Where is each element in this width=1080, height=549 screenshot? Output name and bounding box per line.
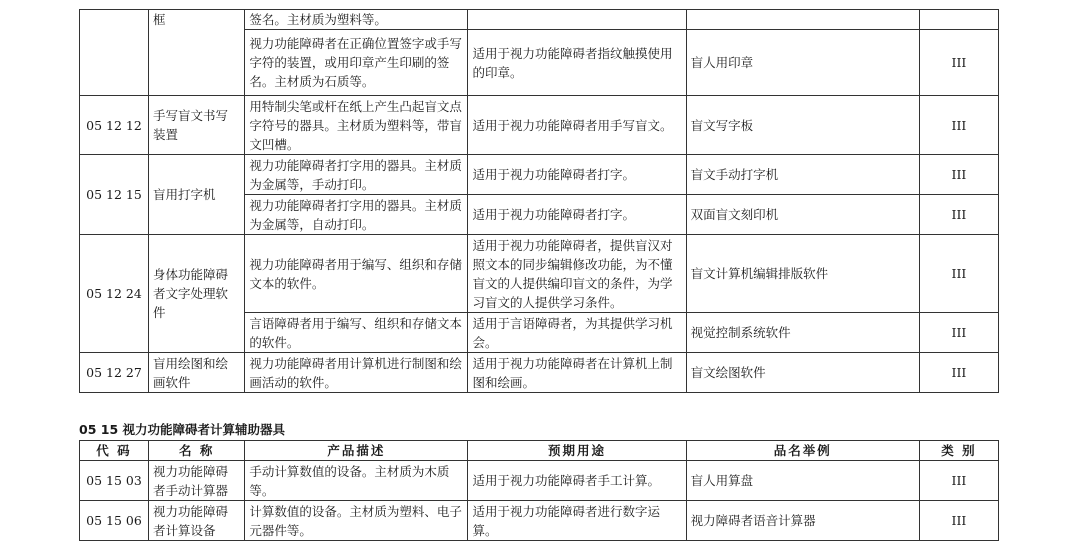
- example-cell: 盲文手动打字机: [686, 155, 919, 195]
- desc-cell: 用特制尖笔或杆在纸上产生凸起盲文点字符号的器具。主材质为塑料等，带盲文凹槽。: [245, 96, 468, 155]
- code-cell: 05 12 27: [80, 353, 149, 393]
- section-title: 05 15 视力功能障碍者计算辅助器具: [79, 422, 285, 437]
- desc-cell: 视力功能障碍者打字用的器具。主材质为金属等，自动打印。: [245, 195, 468, 235]
- example-cell: 视力障碍者语音计算器: [686, 501, 919, 541]
- table-row: [80, 461, 999, 501]
- code-cell: 05 12 12: [80, 96, 149, 155]
- name-cell: 盲用打字机: [148, 155, 244, 235]
- class-cell: III: [919, 461, 998, 501]
- code-cell: 05 15 03: [80, 461, 149, 501]
- header-desc: 产品描述: [245, 441, 468, 461]
- table-row: [80, 353, 999, 393]
- header-code: 代 码: [80, 441, 149, 461]
- header-use: 预期用途: [468, 441, 686, 461]
- desc-cell: 计算数值的设备。主材质为塑料、电子元器件等。: [245, 501, 468, 541]
- use-cell: 适用于视力功能障碍者用手写盲文。: [468, 96, 686, 155]
- code-cell: 05 12 15: [80, 155, 149, 235]
- class-cell: III: [919, 30, 998, 96]
- desc-cell: 签名。主材质为塑料等。: [245, 10, 468, 30]
- name-cell: 盲用绘图和绘画软件: [148, 353, 244, 393]
- table-row: [80, 10, 999, 30]
- table-row: [80, 96, 999, 155]
- name-cell: 框: [148, 10, 244, 96]
- table-header-row: [80, 441, 999, 461]
- use-cell: 适用于视力功能障碍者指纹触摸使用的印章。: [468, 30, 686, 96]
- name-cell: 手写盲文书写装置: [148, 96, 244, 155]
- example-cell: 盲文计算机编辑排版软件: [686, 235, 919, 313]
- desc-cell: 视力功能障碍者用计算机进行制图和绘画活动的软件。: [245, 353, 468, 393]
- desc-cell: 言语障碍者用于编写、组织和存储文本的软件。: [245, 313, 468, 353]
- header-name: 名 称: [148, 441, 244, 461]
- desc-cell: 视力功能障碍者在正确位置签字或手写字符的装置，或用印章产生印刷的签名。主材质为石质等。: [245, 30, 468, 96]
- example-cell: 盲文写字板: [686, 96, 919, 155]
- example-cell: [686, 10, 919, 30]
- example-cell: 盲人用算盘: [686, 461, 919, 501]
- use-cell: 适用于视力功能障碍者在计算机上制图和绘画。: [468, 353, 686, 393]
- name-cell: 视力功能障碍者计算设备: [148, 501, 244, 541]
- class-cell: III: [919, 353, 998, 393]
- example-cell: 双面盲文刻印机: [686, 195, 919, 235]
- code-cell: [80, 10, 149, 96]
- table-row: [80, 501, 999, 541]
- code-cell: 05 12 24: [80, 235, 149, 353]
- desc-cell: 视力功能障碍者打字用的器具。主材质为金属等，手动打印。: [245, 155, 468, 195]
- use-cell: 适用于视力功能障碍者，提供盲汉对照文本的同步编辑修改功能，为不懂盲文的人提供编印盲文的条件，为学习盲文的人提供学习条件。: [468, 235, 686, 313]
- desc-cell: 视力功能障碍者用于编写、组织和存储文本的软件。: [245, 235, 468, 313]
- product-table-continued: [79, 9, 999, 393]
- header-example: 品名举例: [686, 441, 919, 461]
- class-cell: III: [919, 313, 998, 353]
- class-cell: III: [919, 195, 998, 235]
- name-cell: 视力功能障碍者手动计算器: [148, 461, 244, 501]
- use-cell: 适用于视力功能障碍者进行数字运算。: [468, 501, 686, 541]
- use-cell: 适用于视力功能障碍者手工计算。: [468, 461, 686, 501]
- table-row: [80, 155, 999, 195]
- header-class: 类 别: [919, 441, 998, 461]
- class-cell: III: [919, 96, 998, 155]
- class-cell: III: [919, 155, 998, 195]
- desc-cell: 手动计算数值的设备。主材质为木质等。: [245, 461, 468, 501]
- class-cell: III: [919, 235, 998, 313]
- class-cell: III: [919, 501, 998, 541]
- use-cell: [468, 10, 686, 30]
- name-cell: 身体功能障碍者文字处理软件: [148, 235, 244, 353]
- use-cell: 适用于视力功能障碍者打字。: [468, 195, 686, 235]
- example-cell: 盲人用印章: [686, 30, 919, 96]
- use-cell: 适用于言语障碍者，为其提供学习机会。: [468, 313, 686, 353]
- class-cell: [919, 10, 998, 30]
- example-cell: 盲文绘图软件: [686, 353, 919, 393]
- example-cell: 视觉控制系统软件: [686, 313, 919, 353]
- code-cell: 05 15 06: [80, 501, 149, 541]
- product-table: [79, 440, 999, 541]
- use-cell: 适用于视力功能障碍者打字。: [468, 155, 686, 195]
- table-row: [80, 235, 999, 313]
